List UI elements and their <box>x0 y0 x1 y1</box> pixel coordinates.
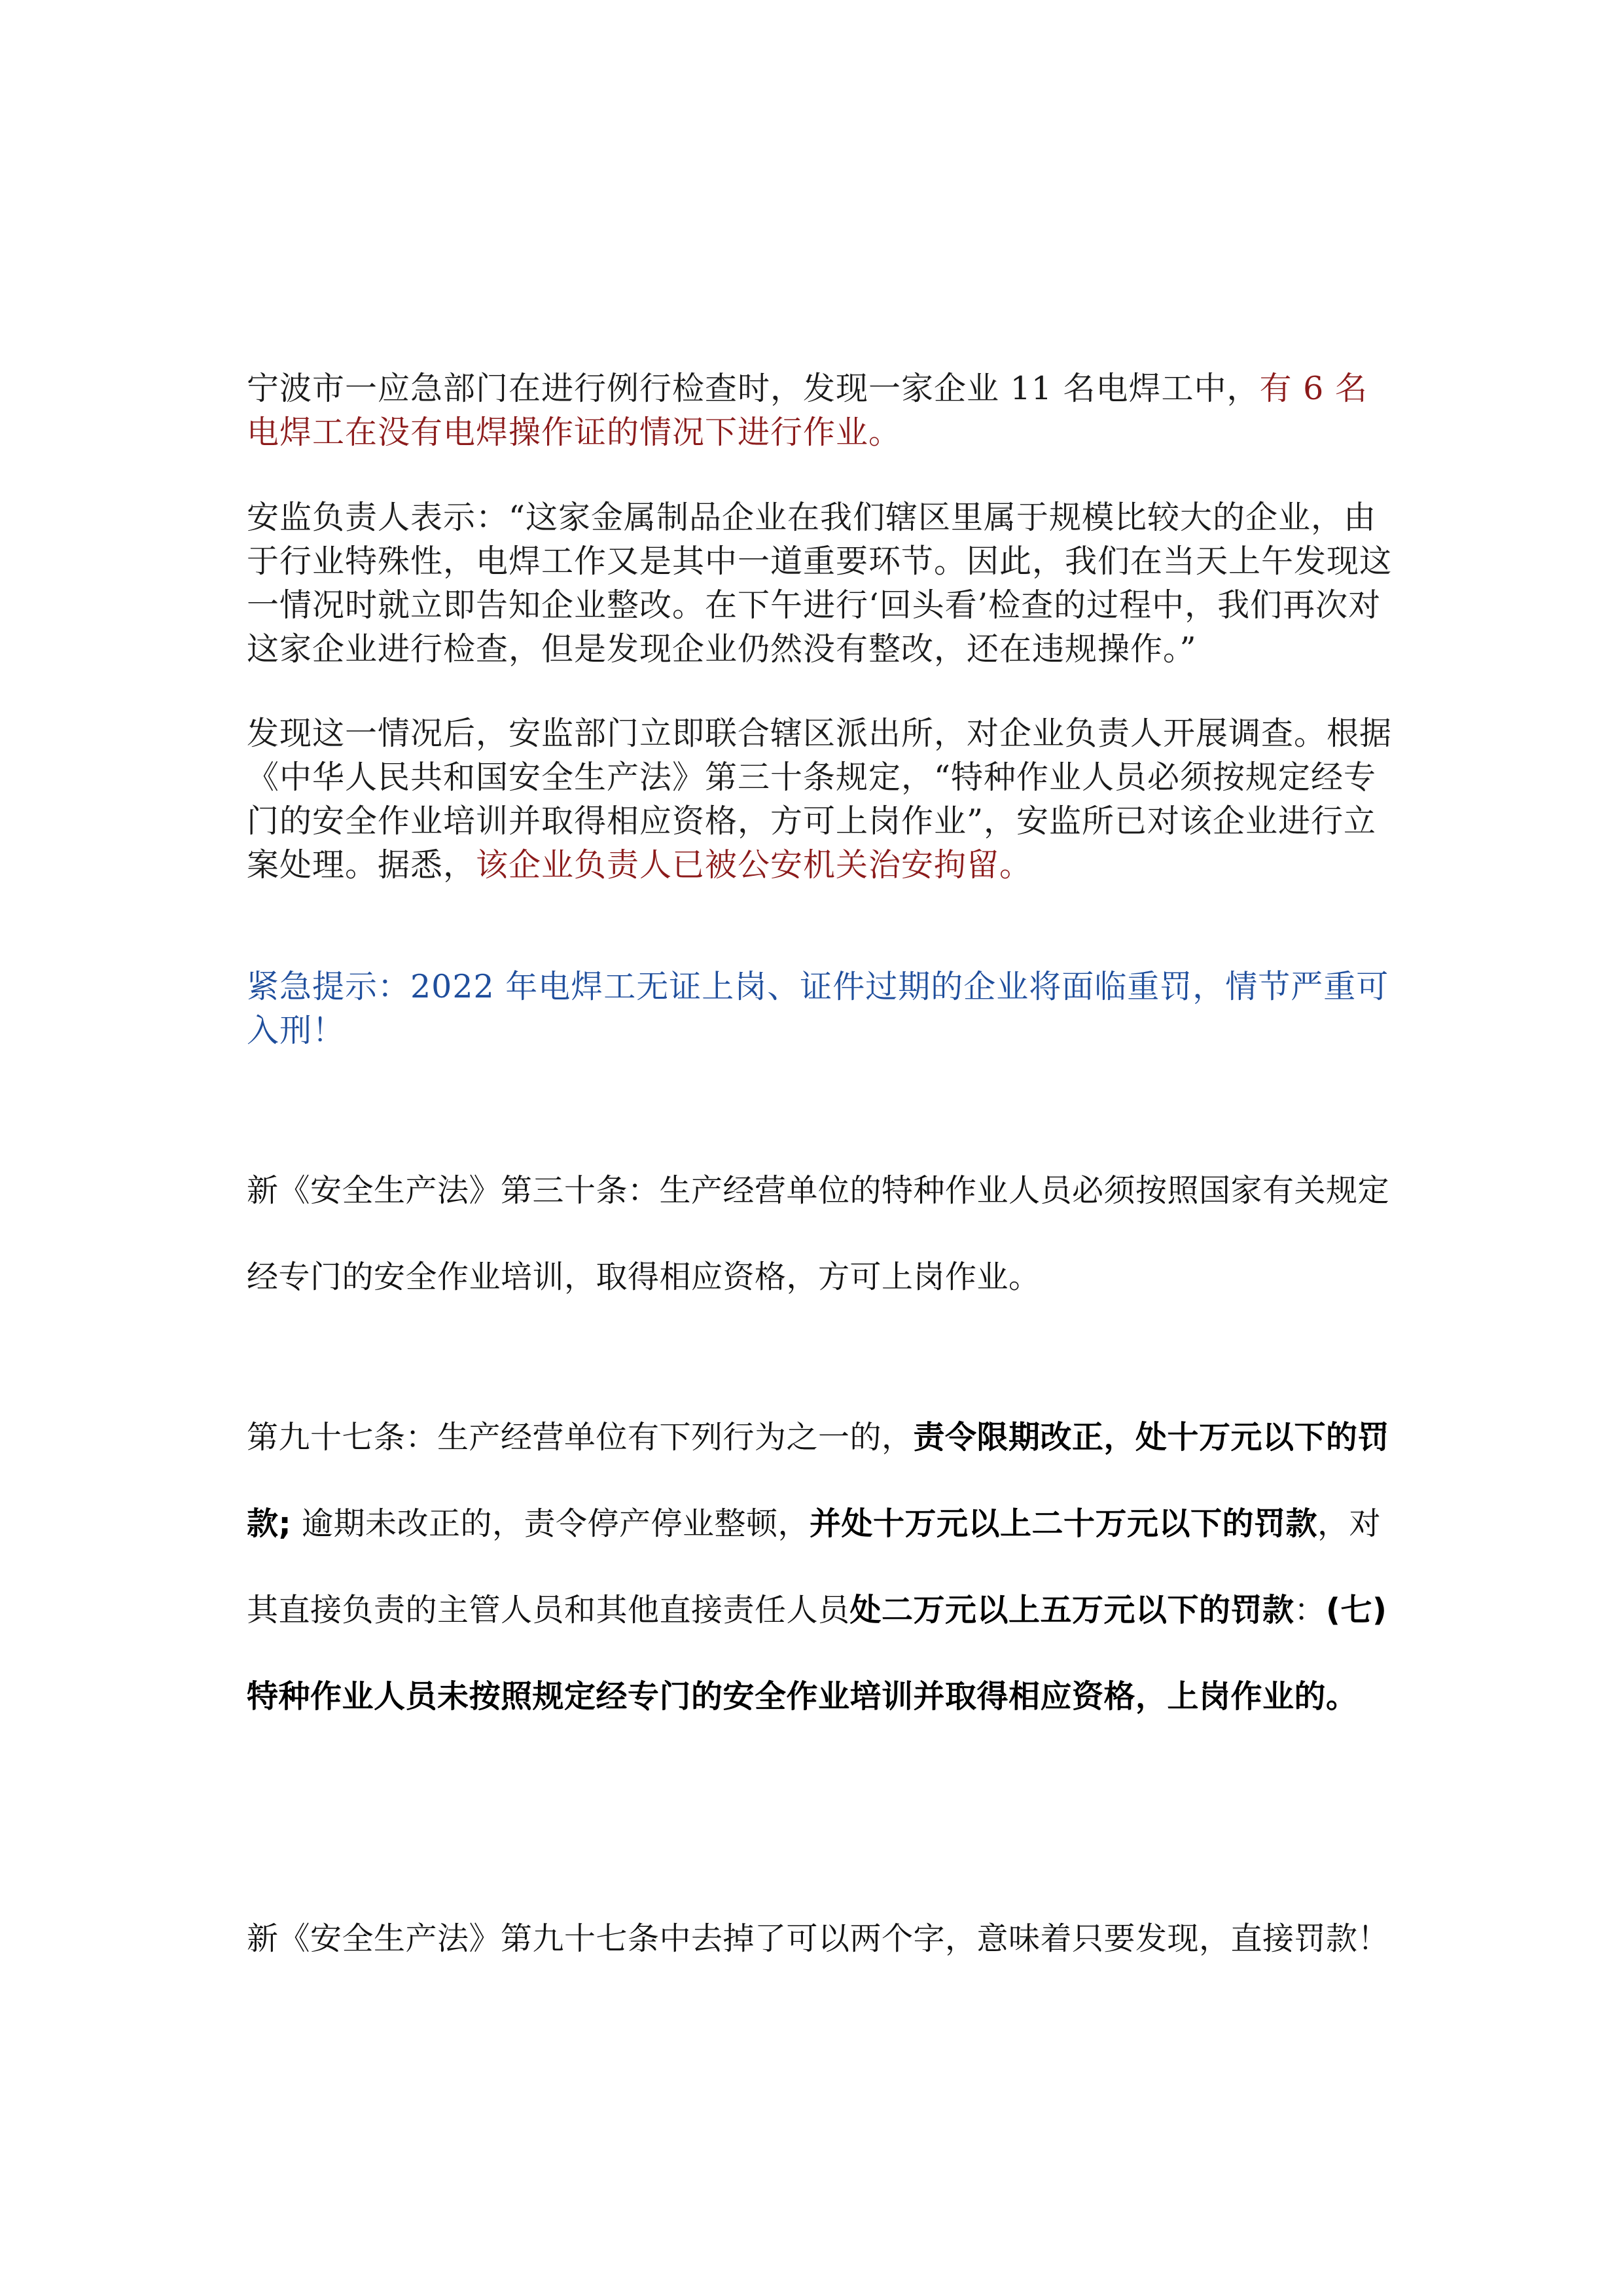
law-article-30 <box>247 1147 1392 1320</box>
news-paragraph-1-text: 宁波市一应急部门在进行例行检查时，发现一家企业 11 名电焊工中， <box>247 370 1260 407</box>
urgent-alert-text: 紧急提示：2022 年电焊工无证上岗、证件过期的企业将面临重罚，情节严重可入刑！ <box>247 968 1389 1049</box>
law-article-97 <box>247 1394 1392 1740</box>
law-article-97-bold3: 处二万元以上五万元以下的罚款 <box>849 1592 1294 1628</box>
law-article-97-part2: 逾期未改正的，责令停产停业整顿， <box>291 1505 810 1542</box>
news-paragraph-1-highlight: 有 6 名电焊工在没有电焊操作证的情况下进行作业。 <box>247 370 1368 451</box>
news-paragraph-1 <box>247 367 1392 454</box>
news-paragraph-2 <box>247 495 1392 671</box>
law-article-97-part3: ，对其直接负责的主管人员和其他直接责任人员 <box>247 1505 1381 1628</box>
law-article-97-bold1: 责令限期改正，处十万元以下的罚款; <box>247 1419 1390 1542</box>
news-paragraph-2-text: 安监负责人表示：“这家金属制品企业在我们辖区里属于规模比较大的企业，由于行业特殊性，电焊工作又是其中一道重要环节。因此，我们在当天上午发现这一情况时就立即告知企业整改。在下午进行‘回头看’检查的过程中，我们再次对这家企业进行检查，但是发现企业仍然没有整改，还在违规操作。” <box>247 499 1393 668</box>
news-paragraph-3 <box>247 711 1392 887</box>
urgent-alert <box>247 965 1392 1052</box>
news-paragraph-3-text: 发现这一情况后，安监部门立即联合辖区派出所，对企业负责人开展调查。根据《中华人民共和国安全生产法》第三十条规定，“特种作业人员必须按规定经专门的安全作业培训并取得相应资格，方可上岗作业”，安监所已对该企业进行立案处理。据悉， <box>247 715 1393 884</box>
law-note <box>247 1895 1392 1982</box>
law-article-30-text: 新《安全生产法》第三十条：生产经营单位的特种作业人员必须按照国家有关规定经专门的安全作业培训，取得相应资格，方可上岗作业。 <box>247 1172 1390 1295</box>
law-article-97-part4: ： <box>1294 1592 1327 1628</box>
law-article-97-bold2: 并处十万元以上二十万元以下的罚款 <box>809 1505 1317 1542</box>
law-note-text: 新《安全生产法》第九十七条中去掉了可以两个字，意味着只要发现，直接罚款！ <box>247 1920 1390 1957</box>
law-article-97-part1: 第九十七条：生产经营单位有下列行为之一的， <box>247 1419 914 1456</box>
news-paragraph-3-highlight: 该企业负责人已被公安机关治安拘留。 <box>476 846 1033 884</box>
law-article-97-bold4: (七)特种作业人员未按照规定经专门的安全作业培训并取得相应资格，上岗作业的。 <box>247 1592 1387 1715</box>
